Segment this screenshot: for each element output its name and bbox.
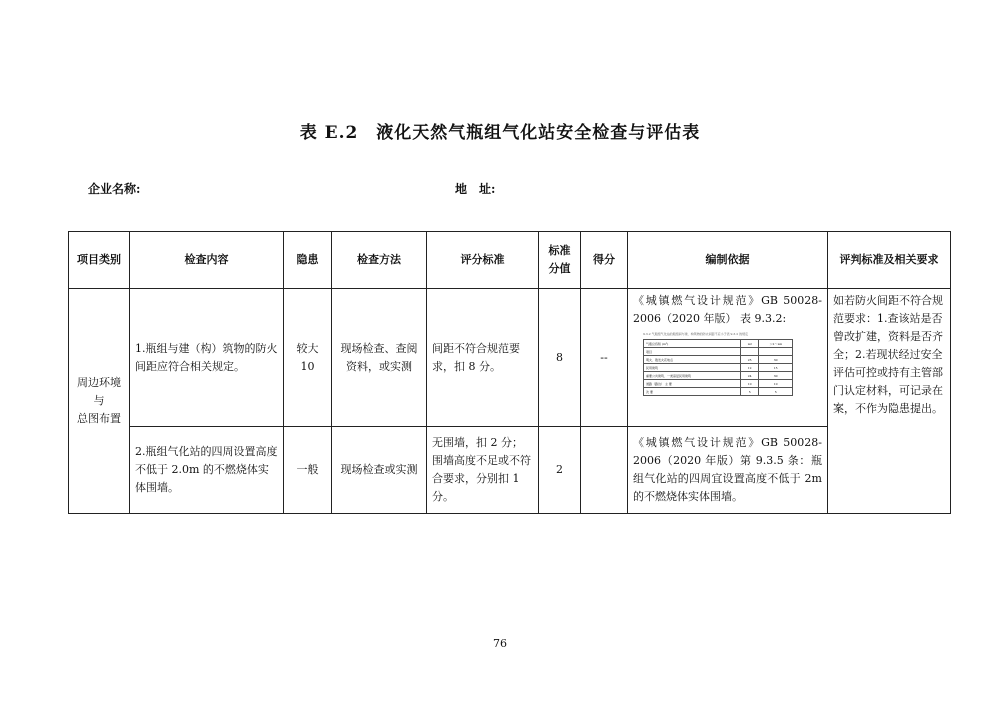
spacing-table-caption: 9.3.2 气瓶组气化站的瓶组间与建、构筑物的防火间距不应小于表 9.3.2 的规定 — [643, 332, 749, 336]
row2-basis: 《城镇燃气设计规范》GB 50028-2006（2020 年版）第 9.3.5 条：瓶组气化站的四周宜设置高度不低于 2m 的不燃烧体实体围墙。 — [628, 427, 828, 514]
row1-criteria: 间距不符合规范要求，扣 8 分。 — [427, 289, 539, 427]
company-name-label: 企业名称: — [88, 182, 141, 196]
row2-std-score: 2 — [539, 427, 581, 514]
table-row — [69, 289, 951, 427]
header-row — [69, 232, 951, 289]
header-content: 检查内容 — [130, 232, 284, 289]
header-method: 检查方法 — [332, 232, 427, 289]
row2-hazard: 一般 — [284, 427, 332, 514]
header-basis: 编制依据 — [628, 232, 828, 289]
inspection-table — [68, 231, 951, 514]
header-criteria: 评分标准 — [427, 232, 539, 289]
row1-basis — [628, 289, 828, 427]
row1-std-score: 8 — [539, 289, 581, 427]
row2-content: 2.瓶组气化站的四周设置高度不低于 2.0m 的不燃烧体实体围墙。 — [130, 427, 284, 514]
row1-basis-text: 《城镇燃气设计规范》GB 50028-2006（2020 年版） 表 9.3.2: — [633, 294, 822, 325]
spacing-table-figure — [643, 332, 793, 396]
header-requirements: 评判标准及相关要求 — [828, 232, 951, 289]
row1-score: -- — [581, 289, 628, 427]
row2-criteria: 无围墙，扣 2 分；围墙高度不足或不符合要求，分别扣 1 分。 — [427, 427, 539, 514]
row1-hazard: 较大 10 — [284, 289, 332, 427]
page-title: 表 E.2 液化天然气瓶组气化站安全检查与评估表 — [299, 123, 701, 143]
spacing-table: 气瓶总容积 (m³) ≤2 ＞2～≤4 项目 明火、散发火花地点 25 30 民用建筑 12 15 重要公共建筑、一类高层民用建筑 24 30 道路（路边） 主 要 10 10 次 要 5 5 — [643, 339, 793, 396]
header-std-score: 标准 分值 — [539, 232, 581, 289]
address-label: 地 址: — [455, 182, 496, 196]
page-number: 76 — [493, 637, 507, 650]
row1-method: 现场检查、查阅资料，或实测 — [332, 289, 427, 427]
table-row — [69, 427, 951, 514]
row2-method: 现场检查或实测 — [332, 427, 427, 514]
header-score: 得分 — [581, 232, 628, 289]
requirements-cell: 如若防火间距不符合规范要求：1.查该站是否曾改扩建，资料是否齐全；2.若现状经过安全评估可控或持有主管部门认定材料，可记录在案，不作为隐患提出。 — [828, 289, 951, 514]
header-category: 项目类别 — [69, 232, 130, 289]
header-hazard: 隐患 — [284, 232, 332, 289]
category-cell: 周边环境 与 总图布置 — [69, 289, 130, 514]
row1-content: 1.瓶组与建（构）筑物的防火间距应符合相关规定。 — [130, 289, 284, 427]
row2-score — [581, 427, 628, 514]
